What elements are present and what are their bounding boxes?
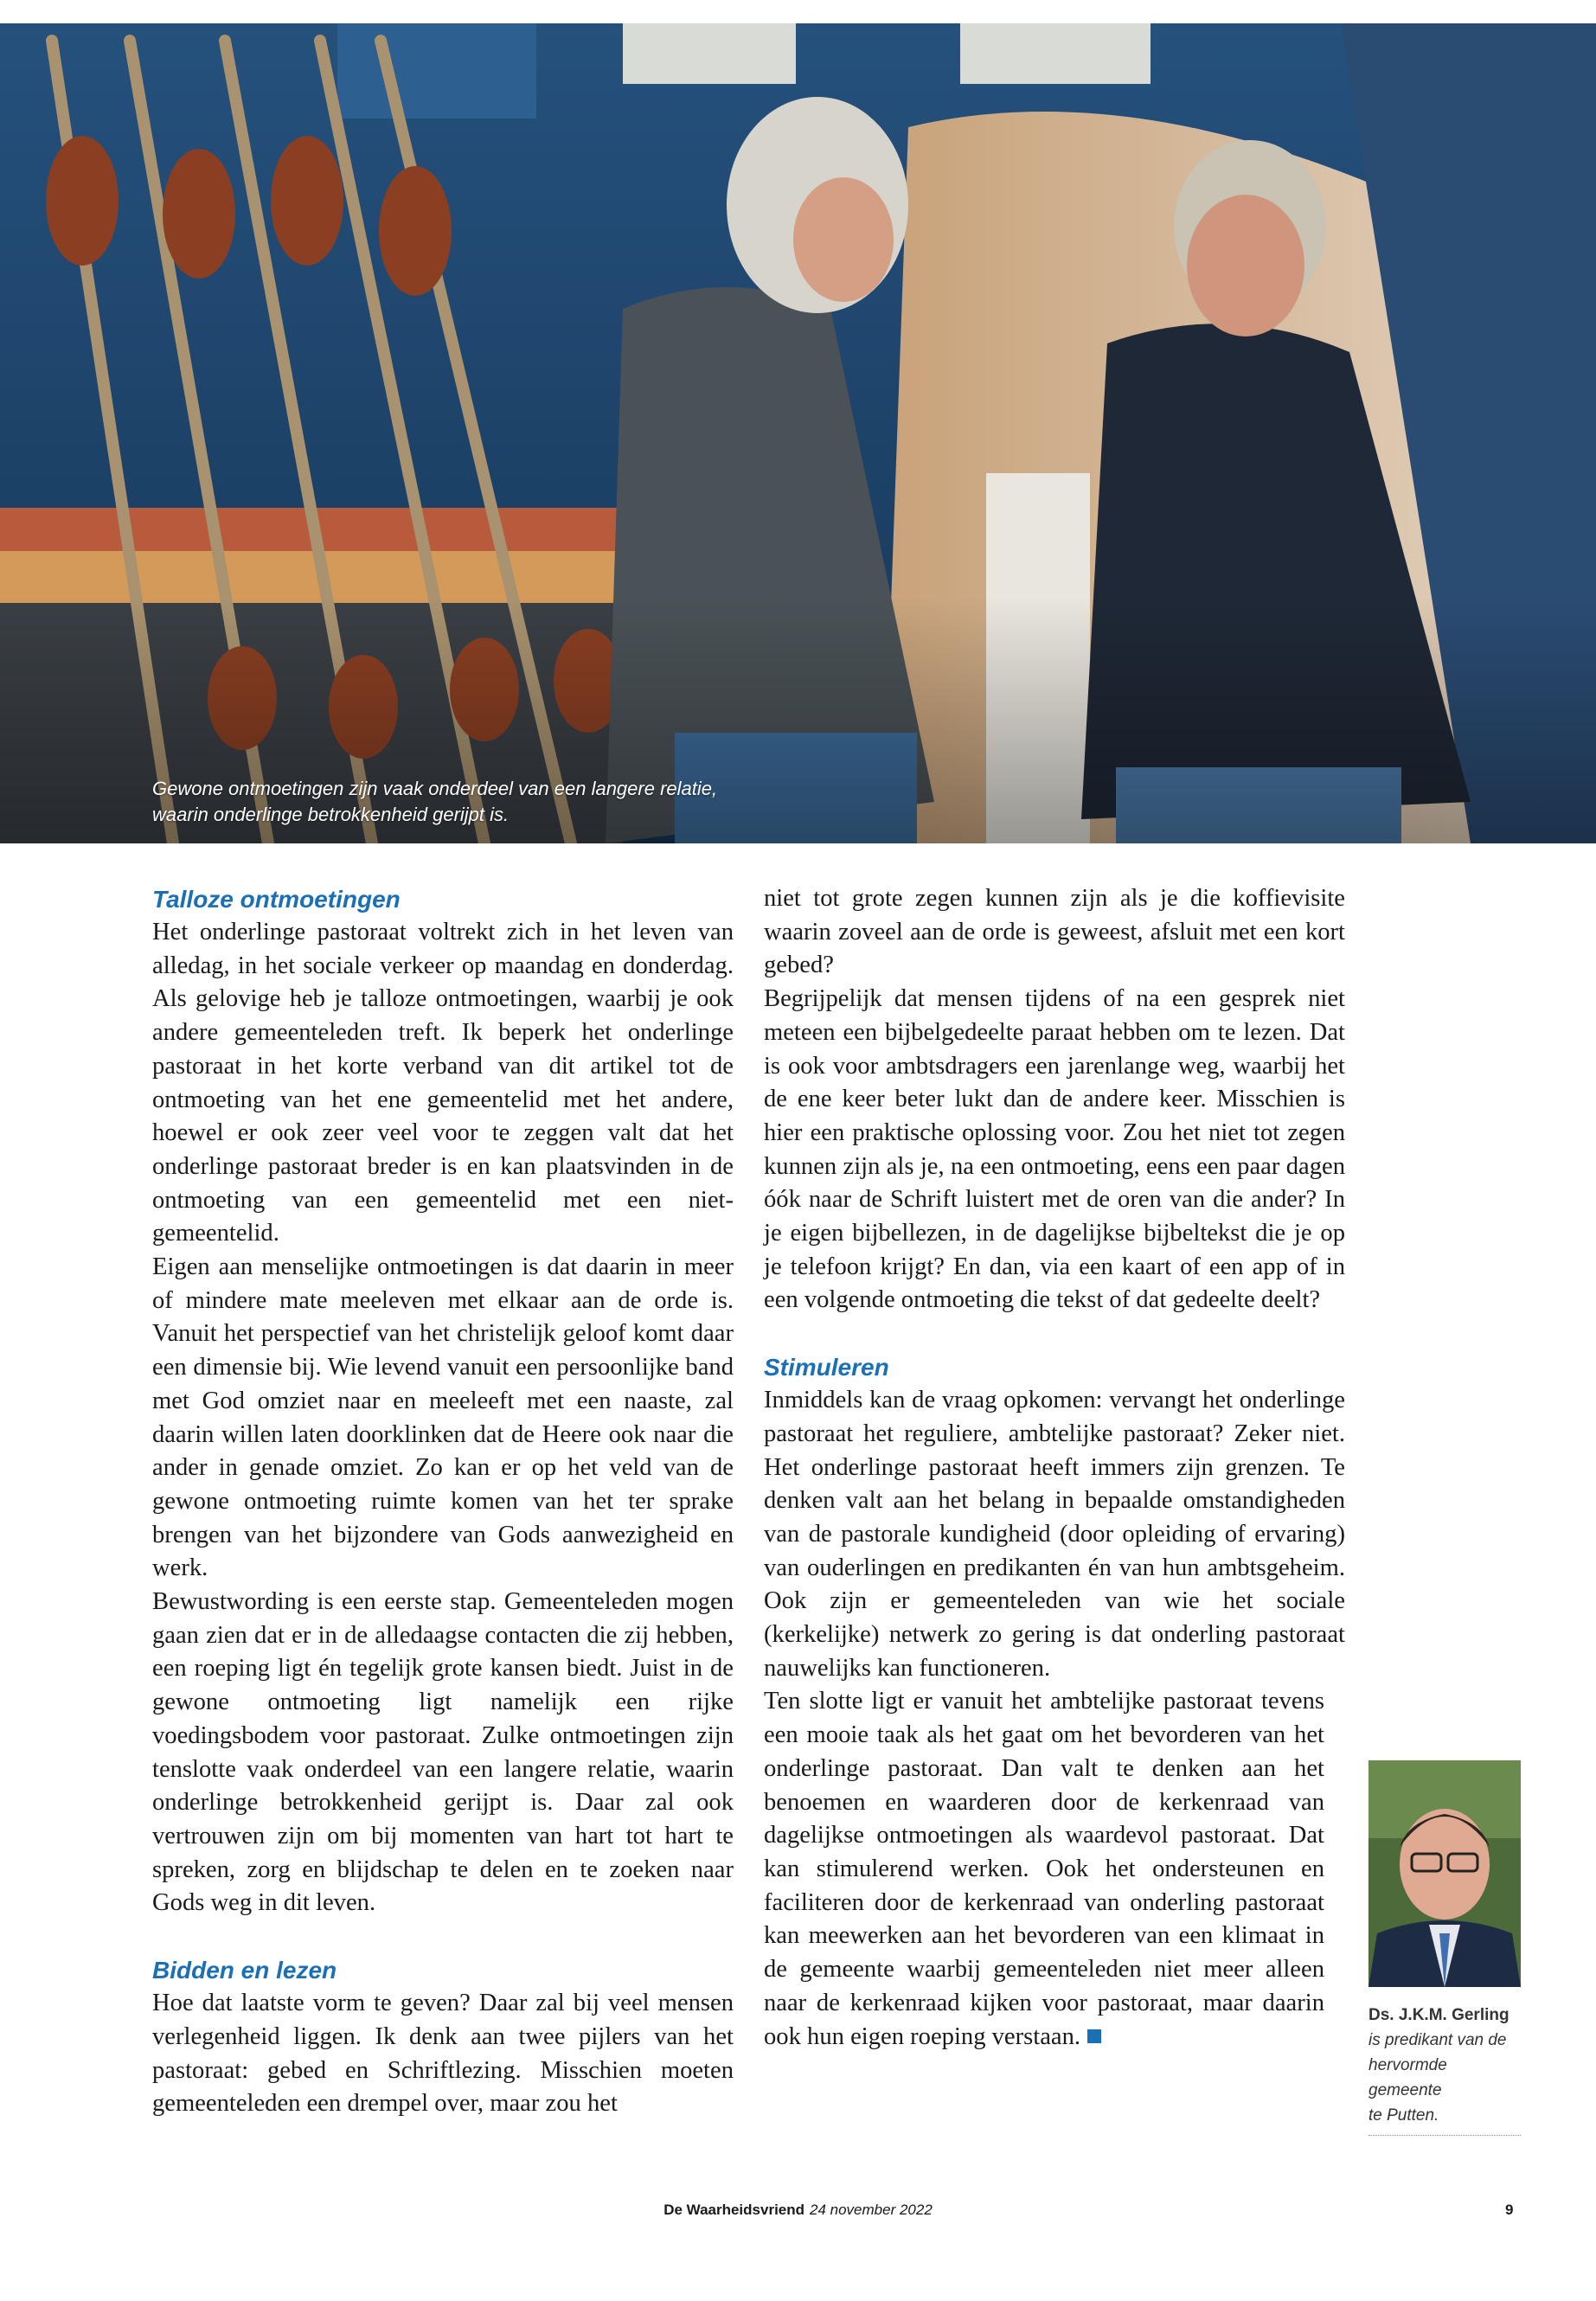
- author-photo: [1368, 1760, 1521, 1987]
- issue-date: 24 november 2022: [810, 2202, 933, 2218]
- page-number: 9: [1505, 2202, 1514, 2218]
- body-paragraph: Eigen aan menselijke ontmoetingen is dat daarin in meer of mindere mate meeleven met elkaar aan de orde is. Vanuit het perspectief van het christelijk geloof komt daar een dimensie bij. Wie levend vanuit een persoonlijke band met God omziet naar en meeleeft met een naaste, zal daarin willen laten doorklinken dat de Heere ook naar die ander in genade omziet. Zo kan er op het veld van de gewone ontmoeting ruimte komen van het ter sprake brengen van het bijzondere van Gods aanwezigheid en werk.: [152, 1253, 734, 1582]
- section-heading-talloze-ontmoetingen: Talloze ontmoetingen: [152, 886, 401, 913]
- header-photo: [0, 23, 1596, 843]
- body-paragraph: Begrijpelijk dat mensen tijdens of na een gesprek niet meteen een bijbelgedeelte paraat hebben om te lezen. Dat is ook voor ambtsdragers een jarenlange weg, waarbij het de ene keer beter lukt dan de andere keer. Misschien is hier een praktische oplossing voor. Zou het niet tot zegen kunnen zijn als je, na een ontmoeting, eens een paar dagen óók naar de Schrift luistert met de oren van die ander? In je eigen bijbellezen, in de dagelijkse bijbeltekst die je op je telefoon krijgt? En dan, via een kaart of een app of in een volgende ontmoeting die tekst of dat gedeelte deelt?: [764, 985, 1345, 1314]
- author-portrait: [1368, 1760, 1521, 1987]
- author-caption: [1368, 2003, 1521, 2136]
- author-role-line: te Putten.: [1368, 2106, 1439, 2125]
- article-left-column: [152, 882, 734, 2121]
- end-of-article-square-icon: [1087, 2029, 1101, 2043]
- body-paragraph-last: [764, 1685, 1324, 2054]
- photo-caption-line1: Gewone ontmoetingen zijn vaak onderdeel van een langere relatie,: [152, 778, 718, 799]
- photo-caption: [152, 776, 775, 828]
- section-heading-stimuleren: Stimuleren: [764, 1354, 889, 1381]
- body-paragraph: Hoe dat laatste vorm te geven? Daar zal bij veel mensen verlegenheid liggen. Ik denk aan twee pijlers van het pastoraat: gebed en Schriftlezing. Misschien moeten gemeenteleden een drempel over, maar zou het: [152, 1990, 734, 2118]
- section-heading-bidden-en-lezen: Bidden en lezen: [152, 1957, 337, 1984]
- body-paragraph: Het onderlinge pastoraat voltrekt zich in het leven van alledag, in het sociale verkeer op maandag en donderdag. Als gelovige heb je talloze ontmoetingen, waarbij je ook andere gemeenteleden treft. Ik beperk het onderlinge pastoraat in het korte verband van dit artikel tot de ontmoeting van het ene gemeentelid met het andere, hoewel er ook zeer veel voor te zeggen valt dat het onderlinge pastoraat breder is en kan plaatsvinden in de ontmoeting van een gemeentelid met een niet-gemeentelid.: [152, 919, 734, 1247]
- body-paragraph: Inmiddels kan de vraag opkomen: vervangt het onderlinge pastoraat het reguliere, ambtelijke pastoraat? Zeker niet. Het onderlinge pastoraat heeft immers zijn grenzen. Te denken valt aan het belang in bepaalde omstandigheden van de pastorale kundigheid (door opleiding of ervaring) van ouderlingen en predikanten én van hun ambtsgeheim. Ook zijn er gemeenteleden van wie het sociale (kerkelijke) netwerk zo gering is dat onderling pastoraat nauwelijks kan functioneren.: [764, 1387, 1345, 1682]
- body-paragraph: niet tot grote zegen kunnen zijn als je die koffievisite waarin zoveel aan de orde is geweest, afsluit met een kort gebed?: [764, 885, 1345, 979]
- author-name: Ds. J.K.M. Gerling: [1368, 2006, 1509, 2024]
- body-paragraph-text: Ten slotte ligt er vanuit het ambtelijke pastoraat tevens een mooie taak als het gaat om het bevorderen van het onderlinge pastoraat. Dan valt te denken aan het benoemen en waarderen door de kerkenraad van dagelijkse ontmoetingen als waardevol pastoraat. Dat kan stimulerend werken. Ook het ondersteunen en faciliteren door de kerkenraad van onderling pastoraat kan meewerken aan het bevorderen van een klimaat in de gemeente waarbij gemeenteleden niet meer alleen naar de kerkenraad kijken voor pastoraat, maar daarin ook hun eigen roeping verstaan.: [764, 1688, 1324, 2050]
- author-role-line: hervormde gemeente: [1368, 2056, 1447, 2099]
- body-paragraph: Bewustwording is een eerste stap. Gemeenteleden mogen gaan zien dat er in de alledaagse contacten die zij hebben, een roeping ligt én tegelijk grote kansen biedt. Juist in de gewone ontmoeting ligt namelijk een rijke voedingsbodem voor pastoraat. Zulke ontmoetingen zijn tenslotte vaak onderdeel van een langere relatie, waarin onderlinge betrokkenheid gerijpt is. Daar zal ook vertrouwen zijn om bij momenten van hart tot hart te spreken, zorg en blijdschap te delen en te zoeken naar Gods weg in dit leven.: [152, 1588, 734, 1917]
- footer-publication-info: [0, 2202, 1596, 2219]
- author-role-line: is predikant van de: [1368, 2031, 1507, 2049]
- article-right-column: [764, 882, 1345, 2054]
- photo-scene: [0, 23, 1596, 843]
- photo-caption-line2: waarin onderlinge betrokkenheid gerijpt is.: [152, 804, 510, 825]
- publication-name: De Waarheidsvriend: [663, 2202, 805, 2218]
